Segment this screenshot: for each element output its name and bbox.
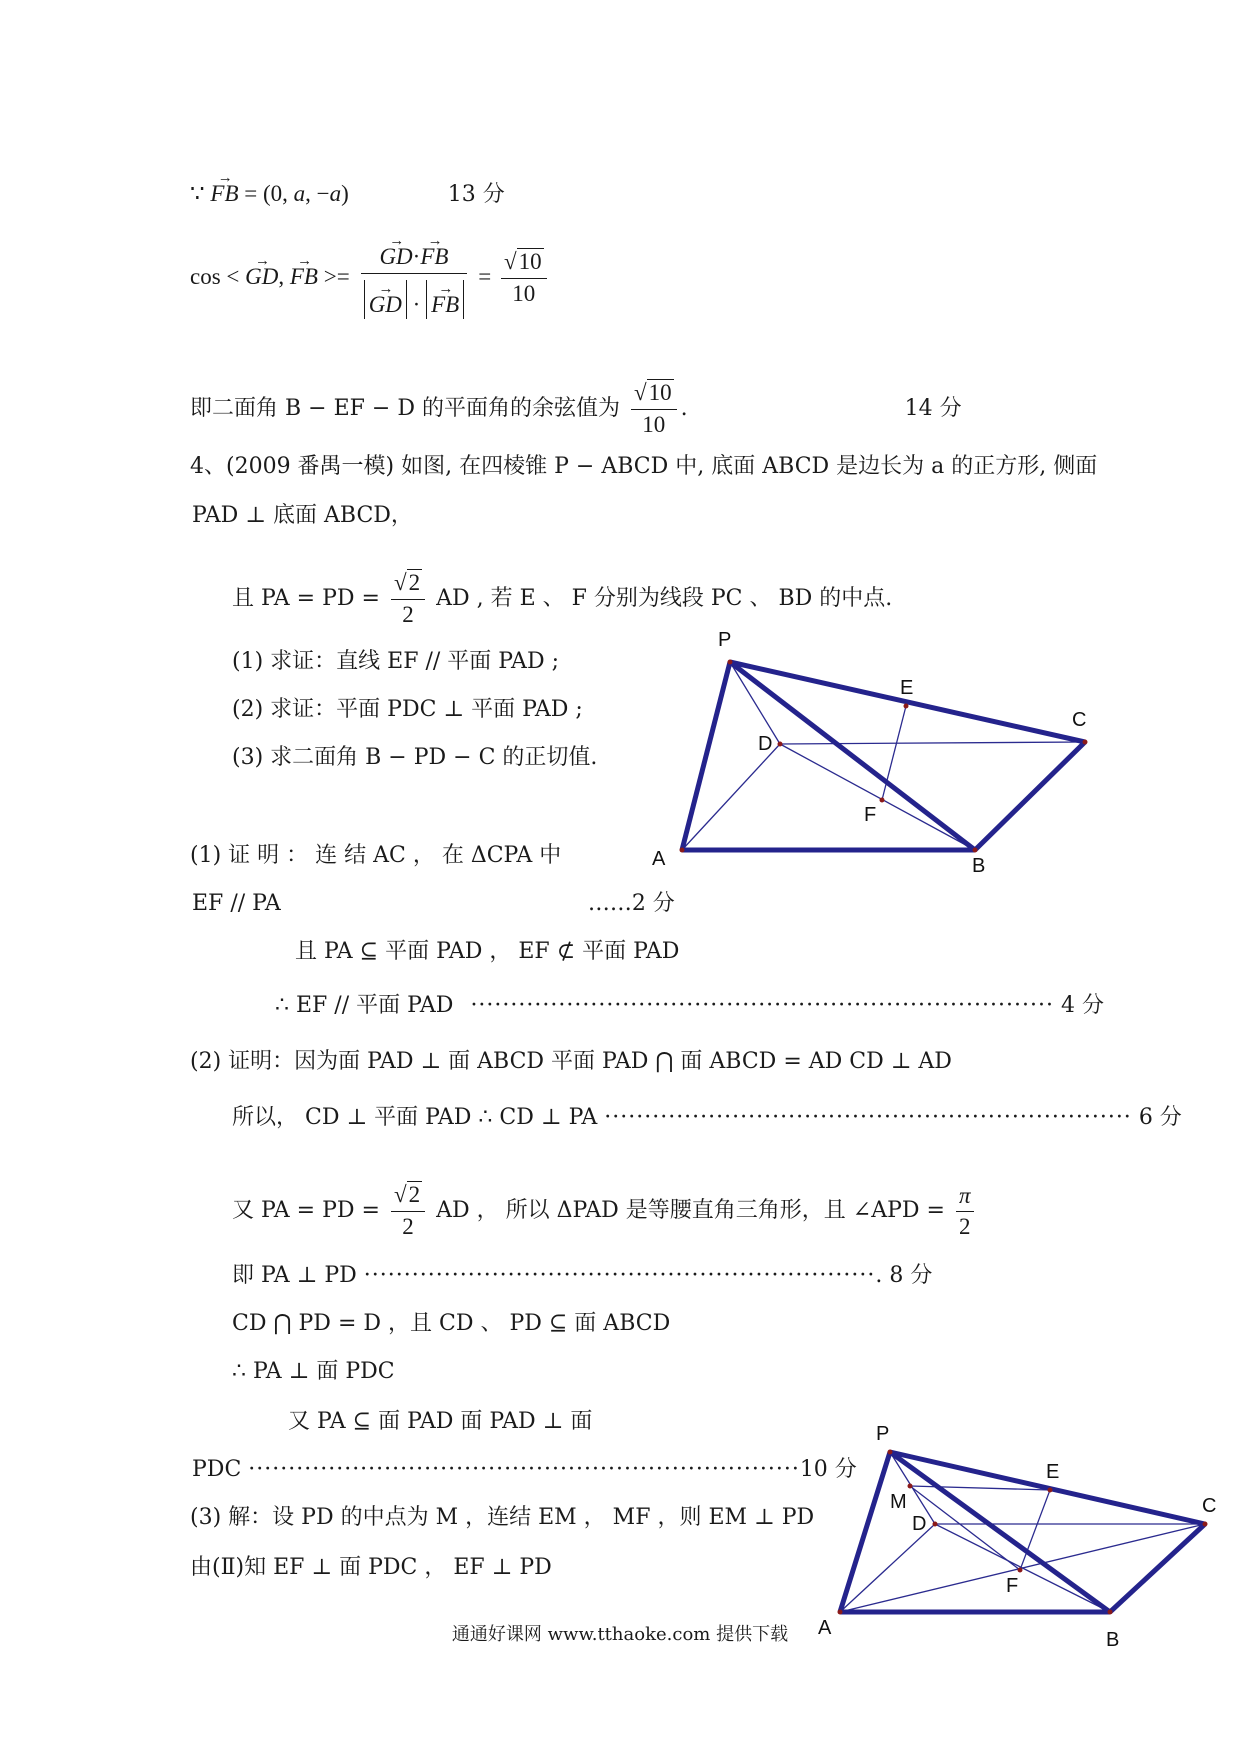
solution-2-line5: CD ⋂ PD = D ，且 CD 、 PD ⊆ 面 ABCD bbox=[232, 1311, 671, 1336]
solution-1-line2: EF // PA ……2 分 bbox=[192, 891, 675, 916]
fig2-label-f: F bbox=[1006, 1575, 1019, 1597]
fig2-label-m: M bbox=[890, 1491, 907, 1513]
figure-pyramid-1 bbox=[650, 620, 1110, 890]
line-cosine-result: 即二面角 B − EF − D 的平面角的余弦值为 $\frac{√10}{10}$ . 14 分 bbox=[190, 380, 962, 437]
score-13: 13 分 bbox=[447, 182, 505, 207]
fig2-label-c: C bbox=[1202, 1495, 1217, 1517]
fig1-label-a: A bbox=[652, 848, 666, 870]
solution-2-line7: 又 PA ⊆ 面 PAD 面 PAD ⊥ 面 bbox=[288, 1409, 593, 1434]
solution-2-line1: (2) 证明：因为面 PAD ⊥ 面 ABCD 平面 PAD ⋂ 面 ABCD = AD CD ⊥ AD bbox=[190, 1049, 952, 1074]
fig2-label-b: B bbox=[1106, 1629, 1120, 1651]
question-4-part3: (3) 求二面角 B − PD − C 的正切值. bbox=[232, 745, 598, 770]
solution-1-line3: 且 PA ⊆ 平面 PAD ， EF ⊄ 平面 PAD bbox=[295, 939, 680, 964]
score-14: 14 分 bbox=[904, 396, 962, 421]
line-cos-formula: cos < → GD, → FB >= → GD·→ FB → GD · → FB = $\frac{√10}{10}$ bbox=[190, 232, 551, 332]
fig1-label-d: D bbox=[758, 733, 773, 755]
question-4-line3: 且 PA = PD = $\frac{√2}{2}$ AD , 若 E 、 F 分别为线段 PC 、 BD 的中点. bbox=[232, 570, 893, 627]
solution-3-line2: 由(Ⅱ)知 EF ⊥ 面 PDC ， EF ⊥ PD bbox=[190, 1555, 552, 1580]
fig1-label-f: F bbox=[864, 804, 877, 826]
solution-1-line1: (1) 证 明 ： 连 结 AC ， 在 ΔCPA 中 bbox=[190, 843, 562, 868]
sqrt10-numerator: 10 bbox=[518, 249, 542, 274]
question-4-line2: PAD ⊥ 底面 ABCD， bbox=[192, 503, 413, 528]
question-4-part2: (2) 求证：平面 PDC ⊥ 平面 PAD ; bbox=[232, 697, 583, 722]
solution-2-line8: PDC ·····································································10 分 bbox=[192, 1457, 857, 1482]
solution-2-line3: 又 PA = PD = $\frac{√2}{2}$ AD ， 所以 ΔPAD 是等腰直角三角形，且 ∠APD = $\frac{\pi}{2}$ bbox=[232, 1182, 978, 1240]
solution-1-line4: ∴ EF // 平面 PAD ········································································· 4 分 bbox=[275, 993, 1104, 1018]
fig2-label-e: E bbox=[1046, 1461, 1060, 1483]
solution-3-line1: (3) 解：设 PD 的中点为 M ，连结 EM ， MF ，则 EM ⊥ PD bbox=[190, 1505, 815, 1530]
fig1-label-c: C bbox=[1072, 709, 1087, 731]
sqrt10-denominator: 10 bbox=[512, 281, 536, 306]
fig1-label-b: B bbox=[972, 855, 986, 877]
fig1-label-e: E bbox=[900, 677, 914, 699]
line-fb-vector: ∵ → FB = (0, a, −a) 13 分 bbox=[190, 168, 505, 209]
solution-2-line6: ∴ PA ⊥ 面 PDC bbox=[232, 1359, 395, 1384]
fig2-label-a: A bbox=[818, 1617, 832, 1639]
question-4-line1: 4、(2009 番禺一模) 如图, 在四棱锥 P − ABCD 中, 底面 ABCD 是边长为 a 的正方形, 侧面 bbox=[190, 454, 1098, 479]
question-4-part1: (1) 求证：直线 EF // 平面 PAD ; bbox=[232, 649, 559, 674]
fig1-label-p: P bbox=[718, 629, 732, 651]
fig2-label-d: D bbox=[912, 1513, 927, 1535]
solution-2-line2: 所以， CD ⊥ 平面 PAD ∴ CD ⊥ PA ·································································· 6 分 bbox=[232, 1105, 1182, 1130]
solution-2-line4: 即 PA ⊥ PD ································································. 8 分 bbox=[232, 1263, 933, 1288]
fig2-label-p: P bbox=[876, 1423, 890, 1445]
page-footer: 通通好课网 www.tthaoke.com 提供下载 bbox=[451, 1624, 789, 1645]
cosine-result-text: 即二面角 B − EF − D 的平面角的余弦值为 bbox=[190, 396, 620, 421]
